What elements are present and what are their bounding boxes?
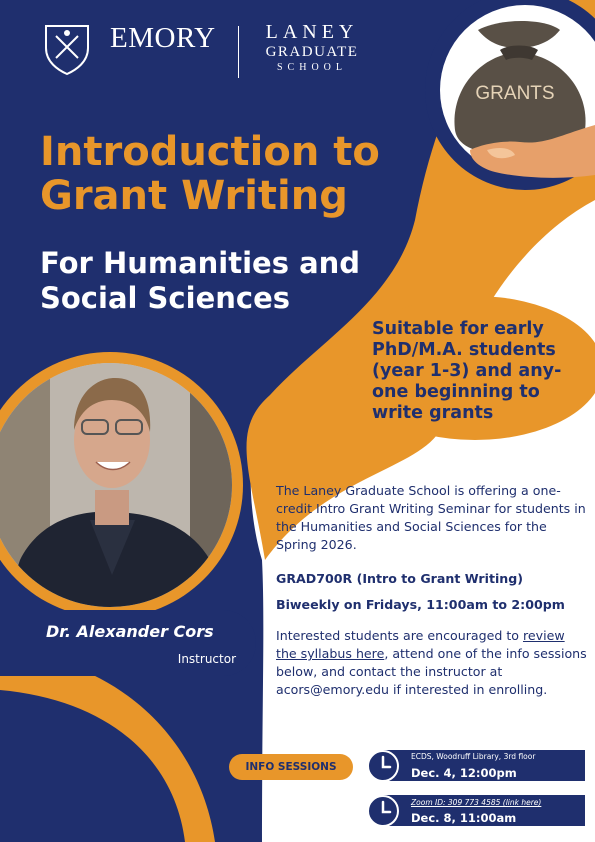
call-to-action [276, 627, 588, 699]
page-title: Introduction to Grant Writing [40, 129, 380, 219]
info-sessions-label: INFO SESSIONS [229, 754, 353, 780]
session-1-location: ECDS, Woodruff Library, 3rd floor [411, 752, 536, 761]
instructor-banner [0, 610, 256, 676]
session-2-time: Dec. 8, 11:00am [411, 811, 517, 825]
logo-divider [238, 26, 239, 78]
course-description: The Laney Graduate School is offering a one-credit Intro Grant Writing Seminar for students in the Humanities and Social Sciences for the Spring 2026. [276, 483, 586, 552]
laney-graduate-school-wordmark [253, 22, 371, 73]
page-subtitle: For Humanities and Social Sciences [40, 246, 361, 315]
course-schedule: Biweekly on Fridays, 11:00am to 2:00pm [276, 597, 565, 612]
grants-bag-label: GRANTS [475, 83, 555, 104]
logo-laney: LANEY [265, 21, 359, 43]
instructor-role: Instructor [177, 652, 236, 666]
course-code: GRAD700R (Intro to Grant Writing) [276, 571, 524, 586]
logo-school: SCHOOL [276, 62, 347, 73]
emory-wordmark: EMORY [110, 22, 216, 54]
audience-note: Suitable for early PhD/M.A. students (year 1-3) and any-one beginning to write grants [372, 319, 562, 423]
logo-graduate: GRADUATE [265, 44, 359, 60]
clock-icons-overlay [366, 749, 402, 829]
session-1-time: Dec. 4, 12:00pm [411, 766, 517, 780]
syllabus-link[interactable]: review the syllabus here [276, 628, 565, 661]
cta-after: , attend one of the info sessions below, and contact the instructor at acors@emory.edu if interested in enrolling. [276, 646, 587, 697]
instructor-name: Dr. Alexander Cors [46, 622, 214, 641]
cta-before: Interested students are encouraged to [276, 628, 523, 643]
session-2-zoom-link[interactable]: Zoom ID: 309 773 4585 (link here) [411, 798, 542, 807]
